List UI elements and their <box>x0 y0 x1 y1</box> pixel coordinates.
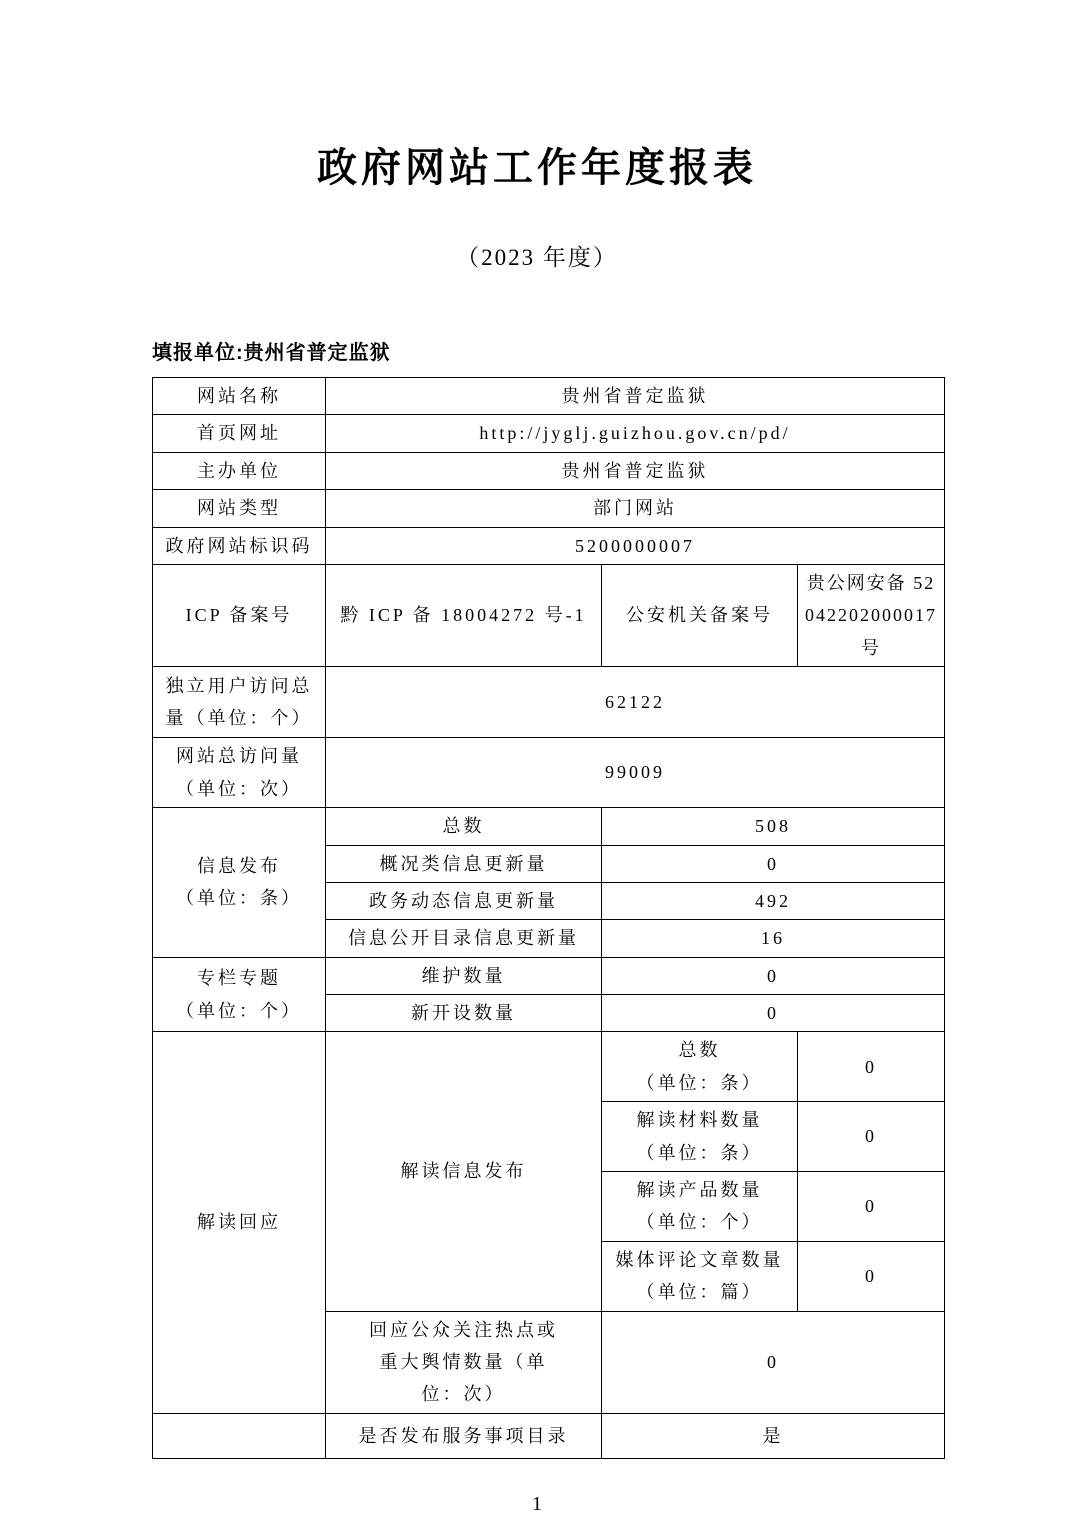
interp-products-unit: （单位：个） <box>636 1212 763 1233</box>
row-info-publish-total <box>153 808 945 845</box>
homepage-url-value: http://jyglj.guizhou.gov.cn/pd/ <box>326 415 945 452</box>
row-homepage-url <box>153 415 945 452</box>
interp-materials-label <box>602 1102 798 1172</box>
hotspot-response-label <box>326 1311 602 1413</box>
info-publish-group-unit: （单位：条） <box>176 888 302 909</box>
info-publish-group-label <box>153 808 326 958</box>
open-catalog-updates-value: 16 <box>602 920 945 957</box>
special-columns-group-unit: （单位：个） <box>176 1000 302 1021</box>
interp-products-name: 解读产品数量 <box>636 1180 763 1201</box>
hotspot-response-value: 0 <box>602 1311 945 1413</box>
report-title: 政府网站工作年度报表 <box>317 146 757 190</box>
media-comments-name: 媒体评论文章数量 <box>615 1249 784 1270</box>
site-id-code-value: 5200000007 <box>326 527 945 564</box>
row-site-name <box>153 378 945 415</box>
interp-total-label <box>602 1032 798 1102</box>
homepage-url-label: 首页网址 <box>153 415 326 452</box>
police-record-value-text: 贵公网安备 52042202000017 号 <box>805 572 937 658</box>
site-name-value: 贵州省普定监狱 <box>326 378 945 415</box>
site-type-label: 网站类型 <box>153 490 326 527</box>
interp-products-value: 0 <box>798 1172 945 1242</box>
site-id-code-label: 政府网站标识码 <box>153 527 326 564</box>
interp-total-value: 0 <box>798 1032 945 1102</box>
gov-news-updates-label: 政务动态信息更新量 <box>326 882 602 919</box>
interpretation-publish-label: 解读信息发布 <box>326 1032 602 1311</box>
unique-visitors-label: 独立用户访问总量（单位：个） <box>153 667 326 738</box>
host-unit-label: 主办单位 <box>153 452 326 489</box>
gov-news-updates-value: 492 <box>602 882 945 919</box>
row-service-catalog <box>153 1413 945 1458</box>
media-comments-value: 0 <box>798 1241 945 1311</box>
row-columns-maintained <box>153 957 945 994</box>
row-interp-total <box>153 1032 945 1102</box>
site-type-value: 部门网站 <box>326 490 945 527</box>
open-catalog-updates-label: 信息公开目录信息更新量 <box>326 920 602 957</box>
reporting-unit: 填报单位:贵州省普定监狱 <box>152 342 391 364</box>
row-site-type <box>153 490 945 527</box>
police-record-label: 公安机关备案号 <box>602 564 798 666</box>
total-visits-label: 网站总访问量（单位：次） <box>153 738 326 808</box>
interp-materials-value: 0 <box>798 1102 945 1172</box>
total-visits-value: 99009 <box>326 738 945 808</box>
interp-total-unit: （单位：条） <box>636 1072 763 1093</box>
hotspot-response-label-text: 回应公众关注热点或重大舆情数量（单位：次） <box>369 1319 558 1405</box>
service-catalog-empty-cell <box>153 1413 326 1458</box>
columns-new-value: 0 <box>602 995 945 1032</box>
annual-report-table <box>152 377 945 1459</box>
row-host-unit <box>153 452 945 489</box>
row-icp <box>153 564 945 666</box>
overview-updates-label: 概况类信息更新量 <box>326 845 602 882</box>
icp-label: ICP 备案号 <box>153 564 326 666</box>
row-unique-visitors <box>153 667 945 738</box>
overview-updates-value: 0 <box>602 845 945 882</box>
special-columns-group-label <box>153 957 326 1032</box>
interp-materials-name: 解读材料数量 <box>636 1110 763 1131</box>
media-comments-label <box>602 1241 798 1311</box>
columns-maintained-label: 维护数量 <box>326 957 602 994</box>
service-catalog-label: 是否发布服务事项目录 <box>326 1413 602 1458</box>
police-record-value <box>798 564 945 666</box>
row-site-id-code <box>153 527 945 564</box>
info-publish-total-label: 总数 <box>326 808 602 845</box>
site-name-label: 网站名称 <box>153 378 326 415</box>
special-columns-group-name: 专栏专题 <box>197 968 281 989</box>
host-unit-value: 贵州省普定监狱 <box>326 452 945 489</box>
info-publish-group-name: 信息发布 <box>197 856 281 877</box>
info-publish-total-value: 508 <box>602 808 945 845</box>
icp-value: 黔 ICP 备 18004272 号-1 <box>326 564 602 666</box>
interp-materials-unit: （单位：条） <box>636 1142 763 1163</box>
interp-total-name: 总数 <box>678 1040 721 1061</box>
unique-visitors-value: 62122 <box>326 667 945 738</box>
columns-new-label: 新开设数量 <box>326 995 602 1032</box>
columns-maintained-value: 0 <box>602 957 945 994</box>
interpretation-group-label: 解读回应 <box>153 1032 326 1413</box>
row-total-visits <box>153 738 945 808</box>
page-number: 1 <box>532 1492 542 1515</box>
media-comments-unit: （单位：篇） <box>636 1282 763 1303</box>
interp-products-label <box>602 1172 798 1242</box>
report-year: （2023 年度） <box>456 245 618 270</box>
service-catalog-value: 是 <box>602 1413 945 1458</box>
